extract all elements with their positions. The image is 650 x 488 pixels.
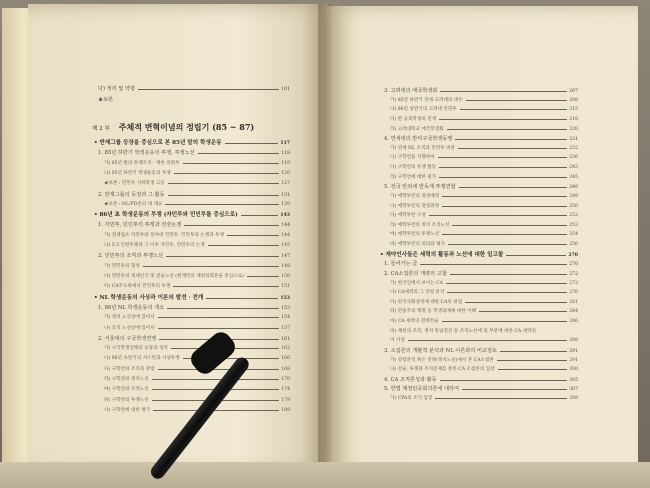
toc-entry-title: 라) 구학련에 대한 평가 [390, 174, 437, 180]
toc-entry-title: 나) 85년 하반기 학생운동의 투쟁 [104, 170, 171, 176]
toc-leader [143, 266, 279, 267]
toc-entry-title: 나) 애학투련의 결성과정 [390, 203, 440, 209]
toc-entry-title: ★보론 : 민민투 지하학생 고동 [104, 181, 165, 187]
toc-entry [104, 274, 290, 280]
toc-entry-title: ★보론 : NL/PD론의 대 개요 [104, 201, 163, 207]
toc-entry-title: 가) 85년 말의 투쟁조직 - 제헌 의원투 [104, 160, 180, 166]
toc-leader [465, 302, 567, 303]
toc-leader [241, 215, 279, 216]
toc-leader [450, 274, 568, 275]
toc-leader [466, 100, 568, 101]
toc-entry-title: ★보론 [98, 97, 114, 103]
toc-entry-title: 1. 들어가는 글 [384, 261, 418, 268]
toc-entry-title: 라) 고려대학교 애국학생회 [390, 126, 444, 132]
toc-entry-title: 다) 구학련의 투쟁 활동 [390, 165, 437, 170]
toc-entry-title: 가) 정치 노선상에 있어서 [104, 315, 155, 321]
toc-entry [390, 98, 578, 104]
toc-entry-title: 나) 전술, 투쟁과 조직문제를 통한 CA 소집론의 입장 [390, 367, 495, 373]
toc-leader [447, 129, 568, 130]
toc-entry [384, 348, 578, 355]
toc-entry-page: 256 [569, 242, 578, 247]
toc-entry-page: 250 [569, 203, 578, 209]
toc-entry [390, 107, 578, 113]
toc-entry [384, 261, 578, 268]
toc-entry-page: 220 [569, 126, 578, 132]
toc-leader [447, 292, 567, 293]
toc-entry [380, 252, 578, 259]
book-gutter [318, 4, 332, 480]
toc-entry-page: 291 [569, 357, 578, 363]
toc-entry-title: 가) 한국인에서 보이는 CA [390, 280, 443, 286]
toc-entry [384, 377, 578, 384]
toc-leader [442, 321, 568, 322]
toc-entry [98, 336, 290, 343]
toc-entry-page: 153 [280, 295, 290, 301]
toc-leader [183, 163, 280, 164]
toc-leader [460, 109, 567, 110]
toc-entry-title: 마) 구학련의 조직노선 [104, 387, 149, 393]
toc-leader [429, 215, 567, 216]
toc-entry-title: 다) 한국사회성격에 대한 CA의 관점 [390, 299, 463, 305]
toc-leader [158, 328, 280, 329]
toc-leader [442, 196, 567, 197]
toc-entry [384, 136, 578, 143]
toc-entry-title: 가) 애학투련의 결성배경 [390, 193, 440, 199]
toc-entry-page: 166 [281, 356, 290, 362]
toc-entry-page: 245 [569, 174, 578, 180]
toc-entry-page: 168 [281, 366, 290, 372]
toc-entry-page: 300 [569, 367, 578, 373]
toc-entry [390, 319, 578, 325]
toc-entry [390, 232, 578, 238]
toc-entry [98, 150, 290, 157]
toc-entry-page: 215 [569, 107, 578, 113]
toc-entry [384, 386, 578, 393]
toc-leader [174, 173, 279, 174]
toc-entry [390, 290, 578, 296]
toc-leader [225, 143, 279, 144]
toc-entry-page: 170 [281, 377, 290, 383]
toc-entry [94, 140, 290, 147]
toc-entry [390, 396, 578, 402]
toc-entry-page: 143 [280, 213, 290, 219]
toc-entry-title: 1. 86년 NL 학생운동의 개요 [98, 304, 165, 311]
toc-entry-title: 다) 반 응축학생의 전개 [390, 116, 437, 122]
toc-entry [390, 155, 578, 161]
toc-entry-page: 161 [281, 336, 290, 342]
toc-entry-title: 3. 고려대의 애국학생회 [384, 88, 438, 94]
toc-entry [104, 377, 290, 383]
toc-entry [390, 117, 578, 123]
toc-leader [227, 235, 279, 236]
toc-entry [390, 194, 578, 200]
toc-leader [458, 148, 567, 149]
toc-entry-page: 162 [281, 346, 290, 352]
toc-leader [166, 256, 279, 257]
toc-entry-title: 가) 강령분석 혹은 전략(정치노선)에서 본 CA소집론 [390, 357, 494, 363]
toc-entry-page: 231 [569, 137, 578, 143]
toc-entry [390, 127, 578, 133]
toc-entry-title: 나) 구학련을 지향하여 [390, 155, 435, 161]
toc-entry-page: 288 [569, 338, 578, 344]
toc-entry-title: 이 사상 [390, 338, 405, 344]
toc-entry-page: 174 [281, 387, 290, 393]
toc-entry-page: 207 [569, 89, 578, 94]
toc-entry [104, 181, 290, 187]
toc-entry [384, 271, 578, 278]
toc-entry-page: 272 [569, 271, 578, 277]
toc-entry-title: 바) 제헌의 조직, 정치 통일전선 등 조직노선에 및 부분에 대한 CA 세력의 [390, 328, 536, 334]
toc-entry-title: 마) 애학투련의 투쟁노선 [390, 232, 440, 238]
toc-entry-title: 라) 민중주의 혁명 등 학생과제에 대한 이해 [390, 309, 476, 315]
toc-entry [390, 358, 578, 364]
toc-entry-page: 218 [569, 116, 578, 122]
toc-entry [104, 233, 290, 239]
toc-entry-title: 가) 민민투의 형성 [104, 263, 140, 269]
toc-entry-title: • NL 학생운동의 사상과 이론의 발전 · 전개 [94, 294, 204, 301]
toc-leader [442, 234, 567, 235]
toc-entry-title: 나) 5·3 인천투쟁과 그 이후 자민투, 민민투의 논쟁 [104, 243, 205, 249]
toc-entry-title: 나) 민민투의 정세인식 및 전술노선 (현재민의 제헌의회론을 중심으로) [104, 274, 244, 279]
toc-entry [98, 86, 290, 93]
toc-leader [165, 204, 279, 205]
toc-entry-title: 나) 86년 초반기의 서스턴과 사상투쟁 [104, 356, 180, 362]
toc-entry [98, 97, 290, 103]
toc-entry-title: 나) 조직 노선상에 있어서 [104, 325, 155, 331]
toc-entry-page: 148 [281, 263, 290, 269]
toc-leader [498, 369, 568, 370]
toc-leader [479, 311, 567, 312]
toc-entry-page: 276 [569, 290, 578, 296]
toc-entry-title: 2. CA소집론의 개략의 고찰 [384, 270, 447, 277]
toc-leader [438, 157, 568, 158]
toc-entry-page: 179 [281, 397, 290, 403]
toc-entry-title: 가) 전세업소 자민투와 동아대 민민투, 민민투의 논쟁과 투쟁 [104, 232, 224, 238]
toc-leader [173, 286, 279, 287]
toc-entry [390, 204, 578, 210]
toc-entry-title: 가) 구국학생연맹의 등장과 성격 [104, 346, 168, 352]
toc-leader [168, 195, 280, 196]
toc-leader [167, 308, 279, 309]
toc-leader [153, 410, 279, 411]
toc-leader [506, 255, 566, 256]
toc-entry [390, 223, 578, 229]
toc-entry-page: 208 [569, 97, 578, 103]
toc-entry [98, 253, 290, 260]
toc-entry-page: 232 [569, 145, 578, 151]
toc-entry-title: 2. 민민투의 조직과 투쟁노선 [98, 253, 164, 260]
part-label: 제 2 부 [92, 126, 110, 132]
toc-entry [104, 398, 290, 404]
toc-leader [435, 398, 567, 399]
toc-entry-page: 308 [569, 396, 578, 401]
toc-leader [198, 153, 280, 154]
toc-entry-page: 270 [569, 262, 578, 268]
toc-entry-title: 다) 정리 및 약평 [98, 86, 136, 92]
toc-entry-title: 다) 애학투련 구성 [390, 213, 426, 219]
toc-entry-title: 라) 구학련의 정치노선 [104, 377, 149, 383]
toc-entry [390, 213, 578, 219]
toc-entry-title: 1. 자민투, 민민투의 투쟁과 전술논쟁 [98, 222, 182, 229]
toc-leader [452, 225, 567, 226]
toc-entry-title: 가) 연세 NL 조직과 민민투 비판 [390, 145, 455, 151]
toc-entry-page: 120 [281, 170, 290, 176]
toc-entry-title: 1. 85년 하반기 학생운동의 투쟁, 투쟁노선 [98, 150, 195, 157]
toc-entry-title: 나) 86년 상반기의 고려대 민민투 [390, 107, 457, 113]
toc-entry-page: 249 [569, 193, 578, 199]
toc-entry-title: 라) 애학투련의 정치 조직노선 [390, 222, 450, 228]
toc-leader [439, 119, 567, 120]
toc-leader [440, 91, 567, 92]
toc-leader [208, 245, 280, 246]
toc-leader [448, 244, 567, 245]
toc-leader [440, 380, 568, 381]
toc-entry-page: 150 [281, 274, 290, 279]
part-title: 주체적 변혁이념의 정립기 (85 ~ 87) [118, 122, 255, 132]
book-bottom-edge [0, 462, 650, 488]
toc-entry-title: 마) CA 세력의 전략전술 [390, 319, 439, 324]
toc-entry-page: 154 [281, 315, 290, 321]
toc-entry-page: 145 [281, 243, 290, 249]
toc-entry-page: 131 [281, 192, 290, 198]
toc-entry [390, 309, 578, 315]
toc-entry [94, 295, 290, 302]
toc-entry-title: 다) CA주도하에서 민민투의 투쟁 [104, 284, 171, 290]
toc-entry-page: 189 [281, 408, 290, 413]
toc-entry-title: 사) 구학련에 대한 평가 [104, 408, 151, 413]
toc-entry-page: 147 [281, 254, 290, 260]
toc-entry [98, 305, 290, 312]
toc-entry-page: 236 [569, 155, 578, 161]
toc-entry-page: 284 [569, 309, 578, 315]
toc-entry [104, 161, 290, 167]
toc-entry [390, 175, 578, 181]
toc-entry-title: 나) CA세력의 그 강령 분석 [390, 290, 445, 296]
toc-leader [206, 298, 278, 299]
toc-leader [158, 317, 280, 318]
toc-entry [390, 165, 578, 171]
toc-entry-page: 243 [569, 165, 578, 170]
toc-leader [152, 379, 280, 380]
toc-entry [390, 281, 578, 287]
toc-leader [247, 276, 279, 277]
toc-entry-page: 144 [281, 232, 290, 238]
toc-leader [439, 167, 567, 168]
toc-entry-page: 127 [281, 181, 290, 187]
toc-entry-page: 118 [281, 151, 290, 157]
toc-entry-title: 2. 서울대의 구국학생연맹 [98, 335, 157, 342]
toc-entry [104, 284, 290, 290]
toc-entry-page: 151 [281, 284, 290, 290]
toc-entry-page: 270 [568, 252, 578, 258]
toc-entry-title: 가) 85년 하반기 연세·고려대의 대두 [390, 97, 463, 103]
toc-entry [104, 243, 290, 249]
toc-leader [497, 360, 567, 361]
toc-entry-page: 286 [569, 319, 578, 324]
toc-entry [390, 338, 578, 344]
toc-entry-page: 281 [569, 299, 578, 305]
toc-leader [442, 206, 567, 207]
part-heading [92, 122, 254, 133]
toc-entry-title: 5. 전국 반외세 반독재 투쟁연합 [384, 184, 456, 191]
toc-entry-page: 144 [281, 223, 290, 229]
toc-entry-page: 307 [569, 387, 578, 393]
toc-entry-page: 139 [281, 201, 290, 207]
toc-entry [384, 88, 578, 95]
toc-entry-title: 2. 반제그룹의 등장과 그 활동 [98, 191, 165, 198]
toc-entry [390, 329, 578, 335]
toc-entry [390, 367, 578, 373]
toc-entry-page: 153 [281, 305, 290, 311]
toc-entry-title: • 반제그룹 등장을 중심으로 본 85년 말의 학생운동 [94, 140, 222, 146]
toc-leader [420, 264, 567, 265]
toc-entry-title: 4. CA 조직론성과 활동 [384, 376, 437, 383]
toc-entry [390, 146, 578, 152]
toc-leader [439, 177, 567, 178]
toc-entry [104, 387, 290, 393]
toc-entry-title: 가) CPA의 조기 입장 [390, 396, 433, 401]
toc-entry-page: 117 [280, 141, 290, 146]
toc-entry-page: 253 [569, 222, 578, 228]
toc-entry-page: 101 [281, 87, 290, 92]
toc-entry-page: 305 [569, 377, 578, 383]
toc-entry-page: 272 [569, 280, 578, 286]
toc-entry [104, 171, 290, 177]
toc-entry-title: 4. 연세대의 반미구국학생동맹 [384, 136, 453, 143]
toc-entry-page: 254 [569, 232, 578, 238]
toc-leader [459, 187, 568, 188]
toc-entry-title: 3. 소집론의 개괄적 분석과 NL 이론과의 비교검토 [384, 347, 498, 354]
toc-entry-title: • 재야인사들은 세력의 활동과 노선에 대한 일고찰 [380, 251, 504, 258]
toc-entry-page: 119 [281, 160, 290, 166]
toc-entry [104, 202, 290, 208]
toc-entry [390, 300, 578, 306]
toc-entry [98, 222, 290, 229]
toc-leader [446, 283, 567, 284]
toc-entry-page: 249 [569, 185, 578, 191]
toc-entry-page: 252 [569, 213, 578, 219]
toc-entry [384, 184, 578, 191]
toc-leader [462, 389, 567, 390]
toc-leader [500, 351, 567, 352]
toc-leader [158, 369, 280, 370]
toc-entry-page: 157 [281, 325, 290, 331]
toc-leader [408, 340, 567, 341]
toc-entry [104, 326, 290, 332]
toc-entry [104, 315, 290, 321]
toc-entry-title: 바) 구학련의 투쟁노선 [104, 397, 149, 403]
toc-leader [455, 139, 567, 140]
toc-entry-title: • 86년 초 학생운동의 투쟁 (자민투와 민민투를 중심으로) [94, 212, 238, 219]
toc-entry [104, 264, 290, 270]
toc-leader [138, 89, 279, 90]
toc-entry-page: 291 [569, 348, 578, 354]
toc-entry-title: 다) 구학련의 조직과 강령 [104, 366, 155, 372]
toc-entry-title: 5. 한법 제정민중회의론에 대하여 [384, 386, 460, 393]
toc-leader [184, 225, 279, 226]
toc-entry [94, 212, 290, 219]
toc-entry [390, 242, 578, 248]
toc-leader [168, 183, 279, 184]
toc-entry [98, 192, 290, 199]
toc-entry-title: 바) 애학투련의 의의와 평가 [390, 242, 445, 247]
